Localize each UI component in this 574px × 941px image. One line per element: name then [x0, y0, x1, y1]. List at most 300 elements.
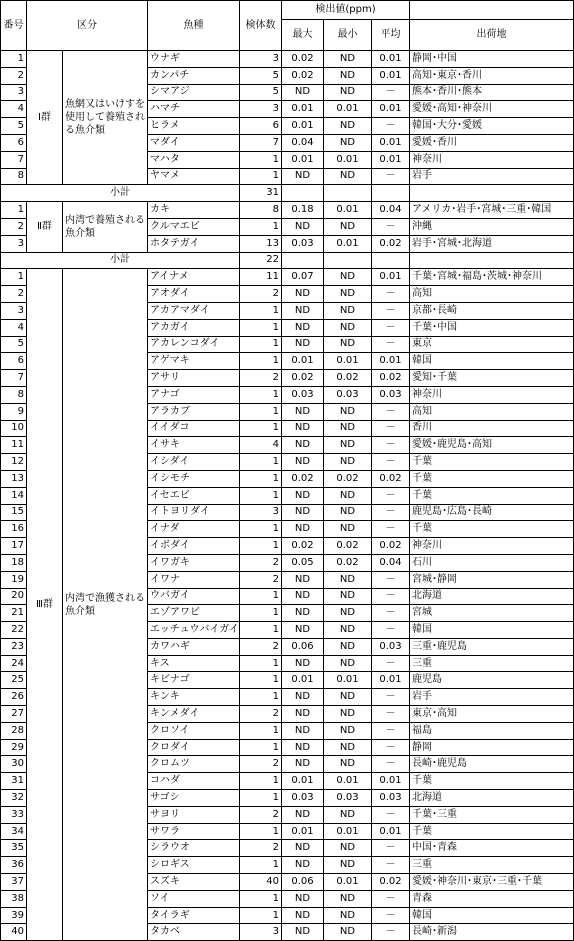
- avg-value: 0.03: [372, 790, 410, 807]
- sample-count: 1: [240, 302, 282, 319]
- row-number: 3: [1, 235, 27, 252]
- avg-value: 0.01: [372, 67, 410, 84]
- max-value: 0.02: [282, 538, 324, 555]
- species-name: マダイ: [148, 134, 240, 151]
- species-name: キンメダイ: [148, 706, 240, 723]
- max-value: 0.01: [282, 353, 324, 370]
- sample-count: 1: [240, 454, 282, 471]
- empty-cell: [410, 252, 574, 269]
- row-number: 28: [1, 722, 27, 739]
- max-value: ND: [282, 655, 324, 672]
- header-avg: 平均: [372, 20, 410, 51]
- max-value: ND: [282, 521, 324, 538]
- group-description: 内湾で養殖される魚介類: [63, 202, 148, 252]
- min-value: ND: [324, 218, 372, 235]
- avg-value: －: [372, 218, 410, 235]
- origin: 韓国･大分･愛媛: [410, 118, 574, 135]
- row-number: 9: [1, 403, 27, 420]
- max-value: ND: [282, 588, 324, 605]
- species-name: ウバガイ: [148, 588, 240, 605]
- avg-value: －: [372, 756, 410, 773]
- row-number: 37: [1, 874, 27, 891]
- species-name: マハタ: [148, 151, 240, 168]
- max-value: ND: [282, 302, 324, 319]
- subtotal-count: 31: [240, 185, 282, 202]
- min-value: ND: [324, 168, 372, 185]
- sample-count: 1: [240, 672, 282, 689]
- avg-value: －: [372, 504, 410, 521]
- origin: 千葉: [410, 521, 574, 538]
- species-name: イサキ: [148, 437, 240, 454]
- row-number: 17: [1, 538, 27, 555]
- avg-value: 0.03: [372, 386, 410, 403]
- max-value: ND: [282, 890, 324, 907]
- origin: 宮城: [410, 605, 574, 622]
- min-value: 0.02: [324, 538, 372, 555]
- species-name: シラウオ: [148, 840, 240, 857]
- avg-value: －: [372, 840, 410, 857]
- min-value: ND: [324, 302, 372, 319]
- subtotal-row: [1, 185, 574, 202]
- origin: 高知: [410, 403, 574, 420]
- origin: 静岡: [410, 739, 574, 756]
- min-value: ND: [324, 51, 372, 68]
- empty-cell: [324, 252, 372, 269]
- row-number: 20: [1, 588, 27, 605]
- max-value: 0.05: [282, 554, 324, 571]
- sample-count: 1: [240, 655, 282, 672]
- min-value: 0.01: [324, 773, 372, 790]
- min-value: ND: [324, 454, 372, 471]
- species-name: アサリ: [148, 370, 240, 387]
- table-body: [1, 51, 574, 941]
- origin: 鹿児島･広島･長崎: [410, 504, 574, 521]
- origin: 中国･青森: [410, 840, 574, 857]
- origin: 京都･長崎: [410, 302, 574, 319]
- max-value: 0.07: [282, 269, 324, 286]
- avg-value: －: [372, 739, 410, 756]
- origin: 長崎･鹿児島: [410, 756, 574, 773]
- row-number: 11: [1, 437, 27, 454]
- max-value: ND: [282, 605, 324, 622]
- avg-value: －: [372, 722, 410, 739]
- sample-count: 40: [240, 874, 282, 891]
- max-value: 0.01: [282, 672, 324, 689]
- row-number: 40: [1, 924, 27, 941]
- origin: 千葉･中国: [410, 319, 574, 336]
- min-value: 0.01: [324, 235, 372, 252]
- species-name: ハマチ: [148, 101, 240, 118]
- species-name: サヨリ: [148, 806, 240, 823]
- min-value: ND: [324, 403, 372, 420]
- avg-value: －: [372, 689, 410, 706]
- max-value: 0.01: [282, 118, 324, 135]
- max-value: ND: [282, 571, 324, 588]
- species-name: ヤマメ: [148, 168, 240, 185]
- row-number: 30: [1, 756, 27, 773]
- origin: 青森: [410, 890, 574, 907]
- species-name: ホタテガイ: [148, 235, 240, 252]
- avg-value: 0.01: [372, 269, 410, 286]
- max-value: 0.02: [282, 51, 324, 68]
- avg-value: －: [372, 168, 410, 185]
- species-name: アナゴ: [148, 386, 240, 403]
- sample-count: 7: [240, 134, 282, 151]
- max-value: 0.18: [282, 202, 324, 219]
- sample-count: 2: [240, 638, 282, 655]
- row-number: 7: [1, 151, 27, 168]
- sample-count: 1: [240, 857, 282, 874]
- min-value: ND: [324, 638, 372, 655]
- max-value: ND: [282, 924, 324, 941]
- origin: 千葉: [410, 773, 574, 790]
- species-name: イシダイ: [148, 454, 240, 471]
- row-number: 14: [1, 487, 27, 504]
- origin: アメリカ･岩手･宮城･三重･韓国: [410, 202, 574, 219]
- sample-count: 1: [240, 538, 282, 555]
- sample-count: 1: [240, 487, 282, 504]
- origin: 東京: [410, 336, 574, 353]
- row-number: 35: [1, 840, 27, 857]
- sample-count: 1: [240, 605, 282, 622]
- avg-value: －: [372, 521, 410, 538]
- max-value: 0.02: [282, 470, 324, 487]
- origin: 長崎･新潟: [410, 924, 574, 941]
- sample-count: 1: [240, 588, 282, 605]
- avg-value: －: [372, 924, 410, 941]
- max-value: 0.02: [282, 67, 324, 84]
- avg-value: 0.04: [372, 554, 410, 571]
- min-value: ND: [324, 739, 372, 756]
- max-value: ND: [282, 907, 324, 924]
- origin: 韓国: [410, 622, 574, 639]
- table-row: [1, 269, 574, 286]
- avg-value: －: [372, 655, 410, 672]
- min-value: ND: [324, 437, 372, 454]
- min-value: ND: [324, 319, 372, 336]
- row-number: 33: [1, 806, 27, 823]
- origin: 千葉: [410, 454, 574, 471]
- avg-value: －: [372, 84, 410, 101]
- species-name: イセエビ: [148, 487, 240, 504]
- subtotal-count: 22: [240, 252, 282, 269]
- min-value: ND: [324, 655, 372, 672]
- row-number: 13: [1, 470, 27, 487]
- row-number: 4: [1, 319, 27, 336]
- min-value: 0.02: [324, 554, 372, 571]
- max-value: ND: [282, 840, 324, 857]
- species-name: アイナメ: [148, 269, 240, 286]
- min-value: ND: [324, 907, 372, 924]
- species-name: ウナギ: [148, 51, 240, 68]
- max-value: ND: [282, 739, 324, 756]
- species-name: アラカブ: [148, 403, 240, 420]
- species-name: カキ: [148, 202, 240, 219]
- origin: 三重: [410, 857, 574, 874]
- sample-count: 2: [240, 554, 282, 571]
- sample-count: 3: [240, 924, 282, 941]
- sample-count: 5: [240, 84, 282, 101]
- row-number: 4: [1, 101, 27, 118]
- header-category: 区分: [27, 1, 148, 51]
- avg-value: 0.02: [372, 235, 410, 252]
- group-description: 内湾で漁獲される魚介類: [63, 269, 148, 941]
- species-name: イボダイ: [148, 538, 240, 555]
- row-number: 27: [1, 706, 27, 723]
- header-species: 魚種: [148, 1, 240, 51]
- avg-value: －: [372, 403, 410, 420]
- min-value: ND: [324, 336, 372, 353]
- max-value: 0.01: [282, 151, 324, 168]
- min-value: 0.01: [324, 823, 372, 840]
- origin: 沖縄: [410, 218, 574, 235]
- row-number: 39: [1, 907, 27, 924]
- row-number: 1: [1, 51, 27, 68]
- sample-count: 3: [240, 101, 282, 118]
- min-value: 0.03: [324, 790, 372, 807]
- species-name: クロソイ: [148, 722, 240, 739]
- sample-count: 1: [240, 151, 282, 168]
- max-value: ND: [282, 420, 324, 437]
- species-name: アオダイ: [148, 286, 240, 303]
- avg-value: 0.02: [372, 470, 410, 487]
- species-name: サゴシ: [148, 790, 240, 807]
- row-number: 15: [1, 504, 27, 521]
- empty-cell: [282, 252, 324, 269]
- origin: 愛媛･神奈川･東京･三重･千葉: [410, 874, 574, 891]
- min-value: ND: [324, 286, 372, 303]
- max-value: 0.03: [282, 235, 324, 252]
- min-value: ND: [324, 269, 372, 286]
- origin: 愛媛･高知･神奈川: [410, 101, 574, 118]
- header-min: 最小: [324, 20, 372, 51]
- origin: 三重: [410, 655, 574, 672]
- species-name: イワナ: [148, 571, 240, 588]
- origin: 神奈川: [410, 386, 574, 403]
- empty-cell: [282, 185, 324, 202]
- sample-count: 2: [240, 756, 282, 773]
- sample-count: 2: [240, 370, 282, 387]
- species-name: イシモチ: [148, 470, 240, 487]
- origin: 高知: [410, 286, 574, 303]
- sample-count: 1: [240, 403, 282, 420]
- row-number: 10: [1, 420, 27, 437]
- sample-count: 1: [240, 773, 282, 790]
- row-number: 31: [1, 773, 27, 790]
- min-value: 0.01: [324, 202, 372, 219]
- row-number: 12: [1, 454, 27, 471]
- species-name: イナダ: [148, 521, 240, 538]
- species-name: キス: [148, 655, 240, 672]
- species-name: アカレンコダイ: [148, 336, 240, 353]
- max-value: 0.04: [282, 134, 324, 151]
- min-value: ND: [324, 67, 372, 84]
- min-value: ND: [324, 84, 372, 101]
- avg-value: 0.01: [372, 773, 410, 790]
- row-number: 29: [1, 739, 27, 756]
- group-name: Ⅱ群: [27, 202, 63, 252]
- sample-count: 8: [240, 202, 282, 219]
- row-number: 32: [1, 790, 27, 807]
- sample-count: 1: [240, 722, 282, 739]
- min-value: ND: [324, 840, 372, 857]
- origin: 千葉: [410, 487, 574, 504]
- sample-count: 2: [240, 571, 282, 588]
- row-number: 22: [1, 622, 27, 639]
- sample-count: 1: [240, 907, 282, 924]
- min-value: ND: [324, 857, 372, 874]
- empty-cell: [372, 185, 410, 202]
- min-value: ND: [324, 504, 372, 521]
- avg-value: －: [372, 319, 410, 336]
- avg-value: 0.01: [372, 101, 410, 118]
- subtotal-row: [1, 252, 574, 269]
- species-name: コハダ: [148, 773, 240, 790]
- max-value: 0.01: [282, 823, 324, 840]
- min-value: ND: [324, 622, 372, 639]
- max-value: ND: [282, 336, 324, 353]
- min-value: ND: [324, 521, 372, 538]
- origin: 東京･高知: [410, 706, 574, 723]
- row-number: 25: [1, 672, 27, 689]
- max-value: 0.02: [282, 370, 324, 387]
- max-value: ND: [282, 454, 324, 471]
- avg-value: －: [372, 336, 410, 353]
- avg-value: 0.01: [372, 51, 410, 68]
- species-name: アゲマキ: [148, 353, 240, 370]
- sample-count: 1: [240, 168, 282, 185]
- min-value: ND: [324, 890, 372, 907]
- origin: 千葉: [410, 823, 574, 840]
- species-name: クロダイ: [148, 739, 240, 756]
- species-name: キンキ: [148, 689, 240, 706]
- species-name: タイラギ: [148, 907, 240, 924]
- empty-cell: [410, 185, 574, 202]
- origin: 高知･東京･香川: [410, 67, 574, 84]
- header-origin: 出荷地: [410, 20, 574, 51]
- avg-value: －: [372, 857, 410, 874]
- avg-value: 0.02: [372, 370, 410, 387]
- origin: 愛媛･香川: [410, 134, 574, 151]
- origin: 香川: [410, 420, 574, 437]
- min-value: ND: [324, 487, 372, 504]
- avg-value: 0.02: [372, 874, 410, 891]
- row-number: 26: [1, 689, 27, 706]
- subtotal-label: 小計: [1, 185, 240, 202]
- row-number: 1: [1, 269, 27, 286]
- sample-count: 3: [240, 504, 282, 521]
- origin: 石川: [410, 554, 574, 571]
- min-value: ND: [324, 756, 372, 773]
- max-value: ND: [282, 857, 324, 874]
- max-value: ND: [282, 504, 324, 521]
- species-name: イトヨリダイ: [148, 504, 240, 521]
- sample-count: 5: [240, 67, 282, 84]
- header-max: 最大: [282, 20, 324, 51]
- avg-value: －: [372, 622, 410, 639]
- sample-count: 1: [240, 823, 282, 840]
- min-value: ND: [324, 924, 372, 941]
- row-number: 8: [1, 386, 27, 403]
- species-name: ソイ: [148, 890, 240, 907]
- avg-value: －: [372, 588, 410, 605]
- row-number: 38: [1, 890, 27, 907]
- avg-value: －: [372, 806, 410, 823]
- avg-value: －: [372, 437, 410, 454]
- species-name: ヒラメ: [148, 118, 240, 135]
- min-value: ND: [324, 706, 372, 723]
- avg-value: 0.01: [372, 672, 410, 689]
- avg-value: 0.02: [372, 538, 410, 555]
- origin: 韓国: [410, 353, 574, 370]
- group-name: Ⅲ群: [27, 269, 63, 941]
- min-value: ND: [324, 134, 372, 151]
- origin: 北海道: [410, 790, 574, 807]
- origin: 愛媛･鹿児島･高知: [410, 437, 574, 454]
- avg-value: －: [372, 487, 410, 504]
- empty-cell: [372, 252, 410, 269]
- species-name: アカアマダイ: [148, 302, 240, 319]
- min-value: 0.01: [324, 353, 372, 370]
- max-value: ND: [282, 722, 324, 739]
- avg-value: 0.03: [372, 638, 410, 655]
- max-value: 0.01: [282, 773, 324, 790]
- table-row: [1, 202, 574, 219]
- min-value: ND: [324, 722, 372, 739]
- sample-count: 3: [240, 51, 282, 68]
- max-value: 0.06: [282, 638, 324, 655]
- max-value: 0.03: [282, 790, 324, 807]
- row-number: 5: [1, 118, 27, 135]
- species-name: スズキ: [148, 874, 240, 891]
- group-description: 魚網又はいけすを使用して養殖される魚介類: [63, 51, 148, 185]
- avg-value: 0.04: [372, 202, 410, 219]
- avg-value: －: [372, 118, 410, 135]
- min-value: 0.03: [324, 386, 372, 403]
- sample-count: 1: [240, 420, 282, 437]
- origin: 宮城･静岡: [410, 571, 574, 588]
- origin: 神奈川: [410, 538, 574, 555]
- row-number: 18: [1, 554, 27, 571]
- min-value: 0.01: [324, 874, 372, 891]
- sample-count: 1: [240, 739, 282, 756]
- avg-value: －: [372, 890, 410, 907]
- min-value: 0.01: [324, 101, 372, 118]
- avg-value: －: [372, 302, 410, 319]
- origin: 千葉: [410, 470, 574, 487]
- max-value: 0.06: [282, 874, 324, 891]
- species-name: カワハギ: [148, 638, 240, 655]
- max-value: ND: [282, 806, 324, 823]
- avg-value: －: [372, 907, 410, 924]
- row-number: 7: [1, 370, 27, 387]
- sample-count: 1: [240, 336, 282, 353]
- origin: 福島: [410, 722, 574, 739]
- avg-value: －: [372, 605, 410, 622]
- origin: 静岡･中国: [410, 51, 574, 68]
- row-number: 36: [1, 857, 27, 874]
- species-name: イイダコ: [148, 420, 240, 437]
- row-number: 3: [1, 302, 27, 319]
- max-value: ND: [282, 756, 324, 773]
- species-name: キビナゴ: [148, 672, 240, 689]
- max-value: ND: [282, 487, 324, 504]
- row-number: 19: [1, 571, 27, 588]
- min-value: ND: [324, 588, 372, 605]
- origin: 千葉･三重: [410, 806, 574, 823]
- avg-value: －: [372, 454, 410, 471]
- species-name: クロムツ: [148, 756, 240, 773]
